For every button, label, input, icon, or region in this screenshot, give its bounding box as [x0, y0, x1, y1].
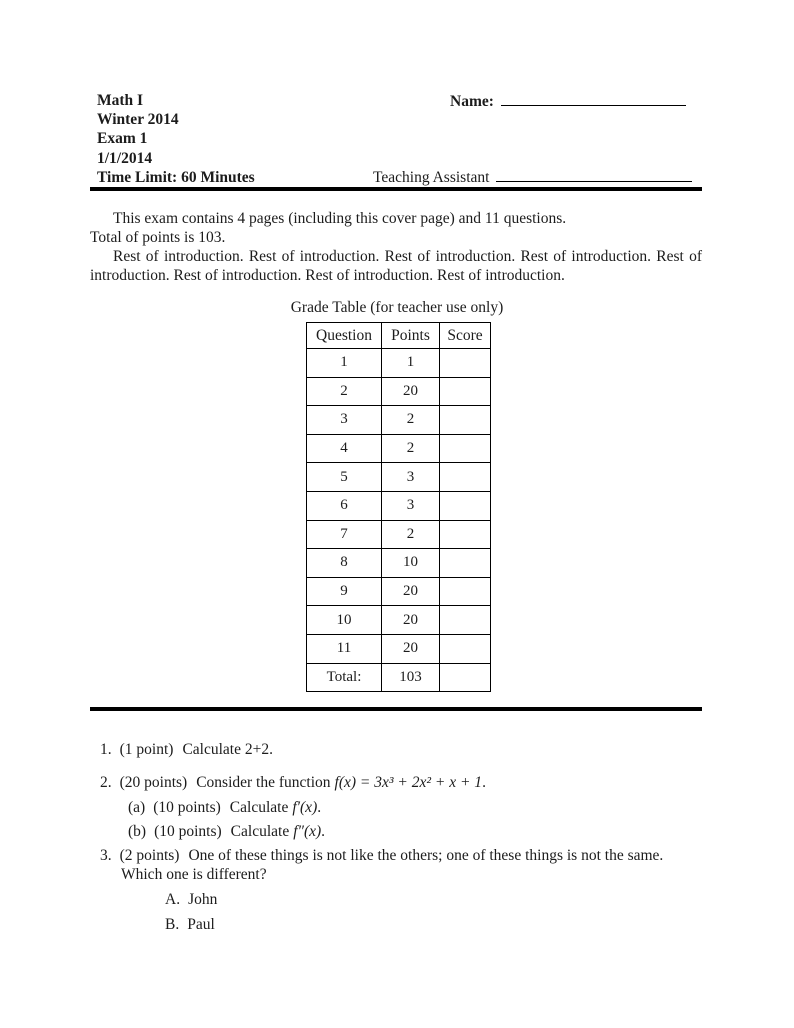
score-cell — [440, 634, 491, 663]
column-header-question: Question — [307, 323, 382, 349]
table-row — [307, 406, 491, 435]
total-points-cell: 103 — [382, 663, 440, 692]
subquestion-points: (10 points) — [153, 799, 221, 816]
subquestion-formula: f″(x) — [293, 823, 322, 840]
subquestion-text: Calculate — [229, 799, 289, 816]
table-row — [307, 377, 491, 406]
score-cell — [440, 434, 491, 463]
question-formula: f(x) = 3x³ + 2x² + x + 1 — [334, 774, 483, 791]
score-cell — [440, 577, 491, 606]
question-2 — [90, 773, 706, 792]
choice-a — [90, 890, 706, 909]
score-cell — [440, 549, 491, 578]
intro-line-2: Total of points is 103. — [90, 229, 226, 246]
question-number: 1. — [100, 741, 112, 758]
question-number-cell: 7 — [307, 520, 382, 549]
header-divider-rule — [90, 187, 702, 191]
question-1 — [90, 740, 706, 759]
question-points: (2 points) — [119, 847, 180, 864]
total-label-cell: Total: — [307, 663, 382, 692]
score-cell — [440, 606, 491, 635]
exam-header-block — [97, 91, 255, 187]
points-cell: 20 — [382, 577, 440, 606]
table-row — [307, 463, 491, 492]
time-limit: Time Limit: 60 Minutes — [97, 168, 255, 186]
subquestion-suffix: . — [317, 799, 322, 816]
table-total-row — [307, 663, 491, 692]
table-row — [307, 577, 491, 606]
course-title: Math I — [97, 92, 144, 109]
choice-label: B. — [165, 916, 180, 933]
question-number-cell: 11 — [307, 634, 382, 663]
score-cell — [440, 377, 491, 406]
ta-label: Teaching Assistant — [373, 169, 490, 186]
subquestion-text: Calculate — [230, 823, 290, 840]
question-number-cell: 5 — [307, 463, 382, 492]
subquestion-suffix: . — [321, 823, 326, 840]
question-3 — [90, 846, 706, 884]
question-number: 2. — [100, 774, 112, 791]
subquestion-label: (a) — [128, 799, 146, 816]
question-text: Calculate 2+2. — [182, 741, 273, 758]
question-2b — [90, 822, 706, 841]
question-suffix: . — [482, 774, 486, 791]
questions-section — [90, 740, 706, 940]
question-number: 3. — [100, 847, 112, 864]
question-number-cell: 4 — [307, 434, 382, 463]
subquestion-points: (10 points) — [154, 823, 222, 840]
choice-text: Paul — [187, 916, 215, 933]
name-field-row — [450, 92, 686, 111]
score-cell — [440, 349, 491, 378]
points-cell: 20 — [382, 634, 440, 663]
points-cell: 20 — [382, 606, 440, 635]
question-number-cell: 8 — [307, 549, 382, 578]
question-number-cell: 9 — [307, 577, 382, 606]
choice-b — [90, 915, 706, 934]
points-cell: 3 — [382, 491, 440, 520]
table-row — [307, 349, 491, 378]
table-row — [307, 491, 491, 520]
question-number-cell: 2 — [307, 377, 382, 406]
subquestion-formula: f′(x) — [292, 799, 318, 816]
score-cell — [440, 463, 491, 492]
score-cell — [440, 520, 491, 549]
intro-section — [90, 209, 702, 301]
ta-blank-line — [496, 168, 692, 182]
question-2a — [90, 798, 706, 817]
column-header-points: Points — [382, 323, 440, 349]
subquestion-label: (b) — [128, 823, 147, 840]
term: Winter 2014 — [97, 111, 179, 129]
total-score-cell — [440, 663, 491, 692]
questions-divider-rule — [90, 707, 702, 711]
table-row — [307, 634, 491, 663]
points-cell: 2 — [382, 406, 440, 435]
table-row — [307, 520, 491, 549]
points-cell: 2 — [382, 520, 440, 549]
grade-table-caption: Grade Table (for teacher use only) — [290, 299, 504, 316]
exam-title: Exam 1 — [97, 130, 148, 148]
column-header-score: Score — [440, 323, 491, 349]
grade-table-header-row — [307, 323, 491, 349]
question-number-cell: 3 — [307, 406, 382, 435]
score-cell — [440, 491, 491, 520]
choice-label: A. — [165, 891, 181, 908]
ta-field-row — [373, 168, 692, 187]
exam-date: 1/1/2014 — [97, 149, 153, 167]
table-row — [307, 549, 491, 578]
points-cell: 1 — [382, 349, 440, 378]
question-text: One of these things is not like the others; one of these things is not the same. Which one is different? — [121, 847, 664, 883]
question-number-cell: 6 — [307, 491, 382, 520]
intro-line-1: This exam contains 4 pages (including this cover page) and 11 questions. — [113, 210, 567, 227]
table-row — [307, 434, 491, 463]
choice-text: John — [188, 891, 218, 908]
name-blank-line — [501, 92, 686, 106]
points-cell: 20 — [382, 377, 440, 406]
score-cell — [440, 406, 491, 435]
question-points: (1 point) — [119, 741, 174, 758]
question-text: Consider the function — [196, 774, 331, 791]
table-row — [307, 606, 491, 635]
grade-table — [306, 322, 491, 692]
question-number-cell: 1 — [307, 349, 382, 378]
intro-paragraph: Rest of introduction. Rest of introduction. Rest of introduction. Rest of introduction. Rest of introduction. Rest of introduction. Rest of introduction. Rest of introduction. — [90, 248, 702, 284]
name-label: Name: — [450, 93, 494, 110]
points-cell: 3 — [382, 463, 440, 492]
question-number-cell: 10 — [307, 606, 382, 635]
points-cell: 10 — [382, 549, 440, 578]
points-cell: 2 — [382, 434, 440, 463]
question-points: (20 points) — [119, 774, 188, 791]
